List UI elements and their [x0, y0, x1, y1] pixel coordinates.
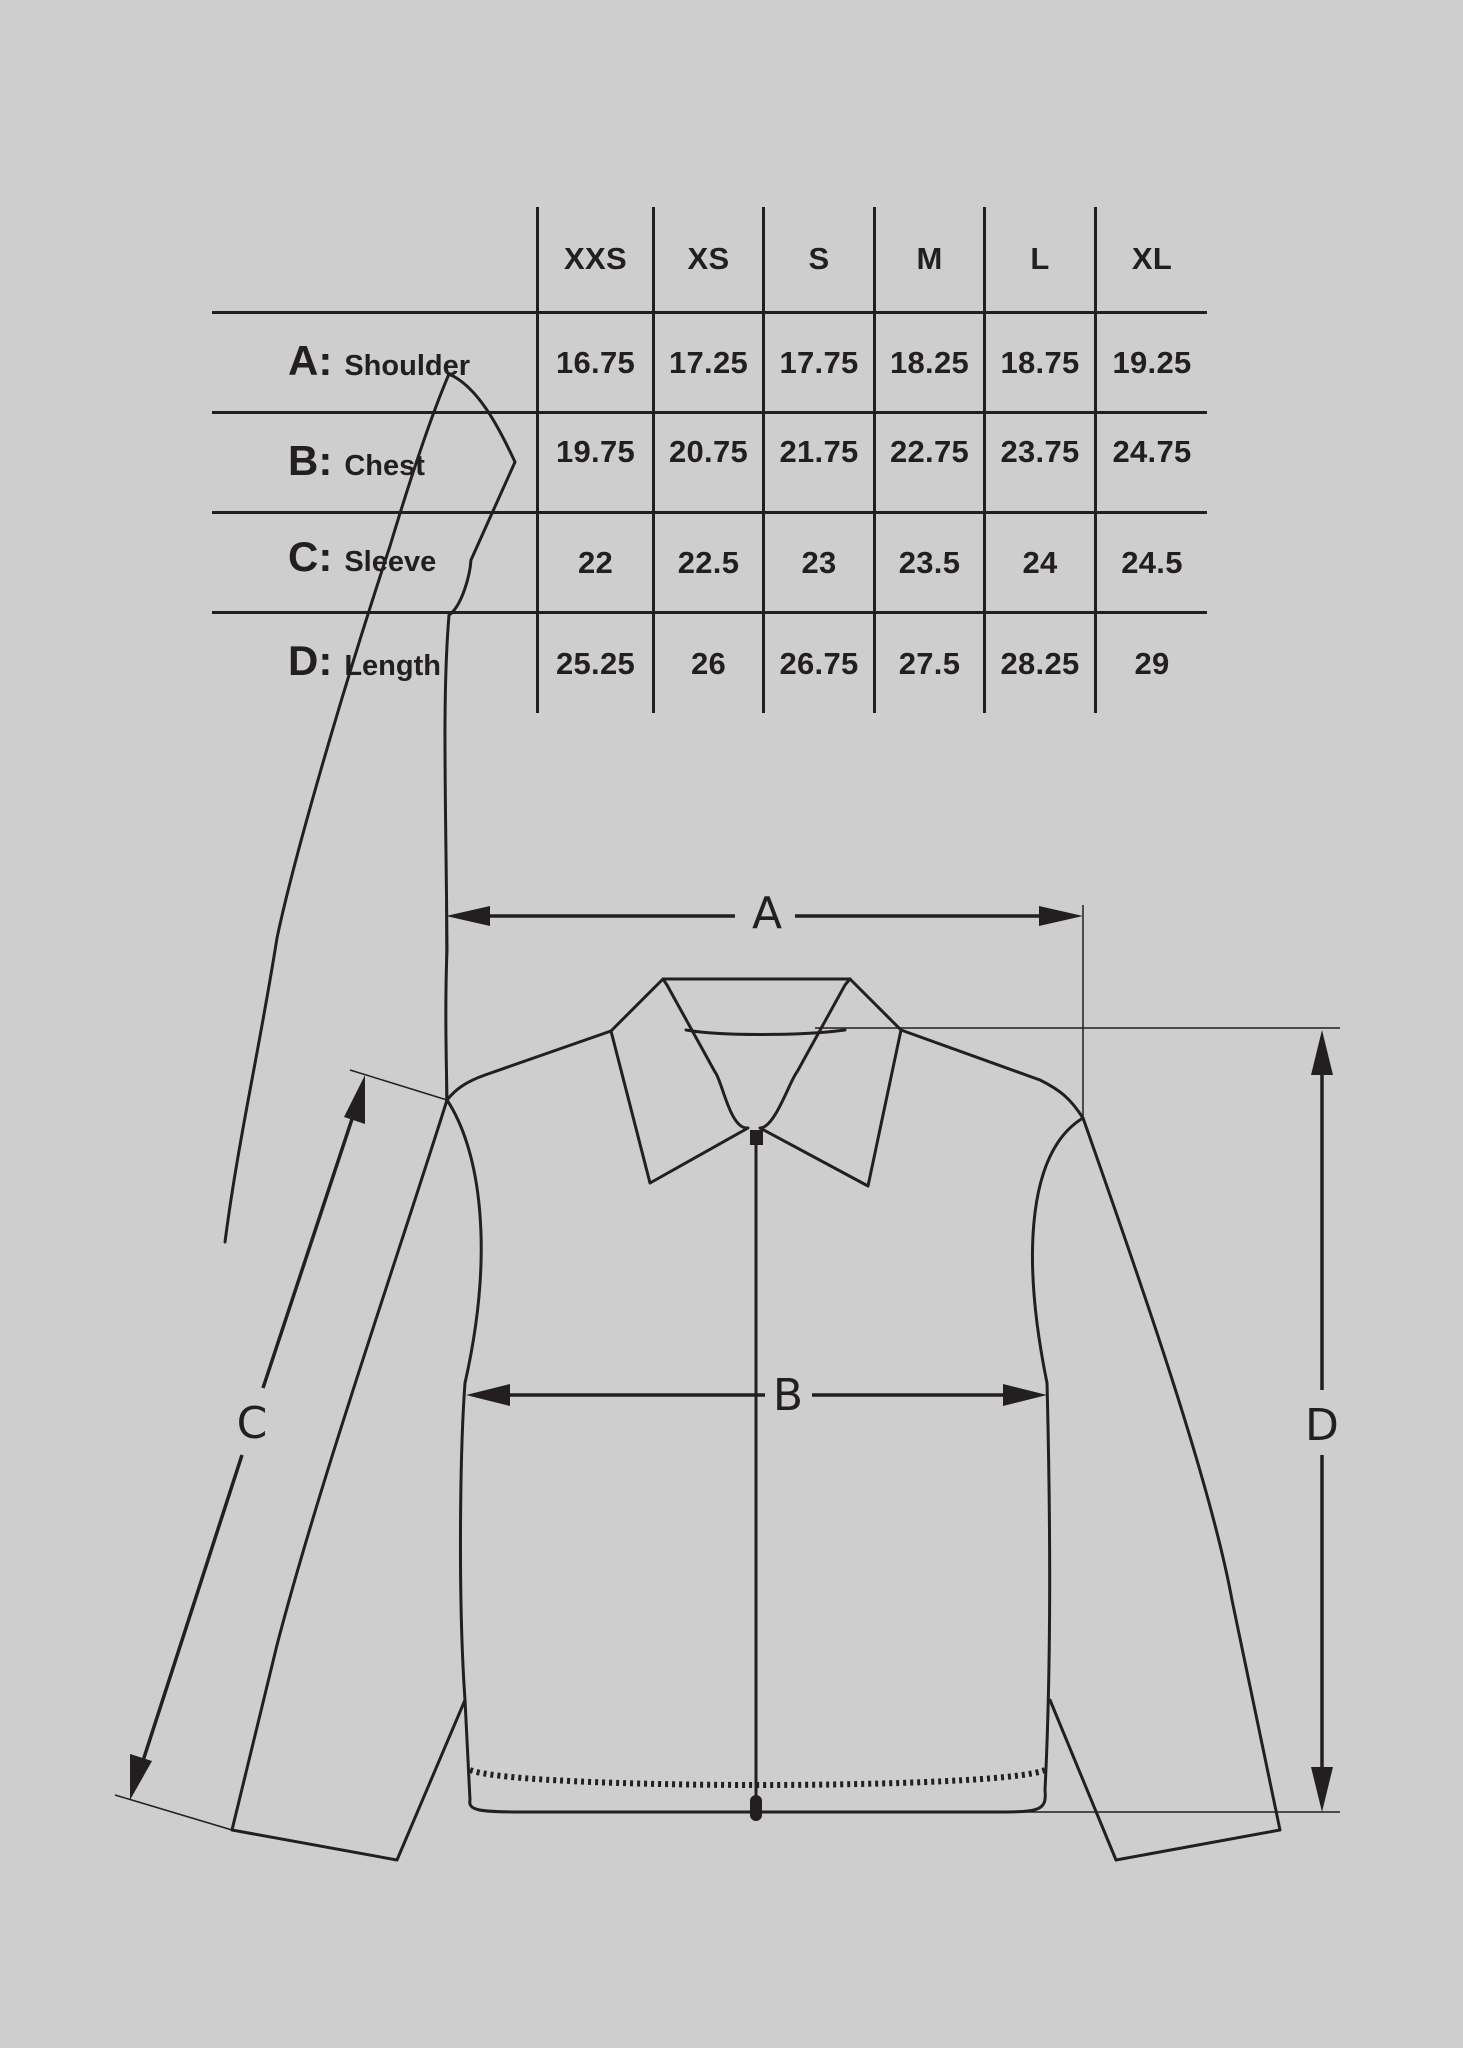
- jacket-torso: [459, 620, 492, 1383]
- table-cell: 17.75: [779, 344, 859, 380]
- size-header-xl: XL: [1131, 241, 1173, 276]
- table-cell: 22: [577, 544, 614, 580]
- row-letter: B:: [288, 437, 333, 484]
- right-armhole: [1033, 1118, 1083, 1383]
- table-cell: 26.75: [779, 645, 859, 681]
- arrow-c-top: [344, 1075, 365, 1124]
- dim-label-a: A: [751, 888, 783, 939]
- left-shoulder: [447, 1031, 611, 1100]
- table-cell: 27.5: [898, 645, 961, 681]
- table-cell: 24: [1022, 544, 1058, 580]
- row-letter: C:: [288, 533, 333, 580]
- table-cell: 28.25: [1000, 645, 1080, 681]
- table-cell: 18.25: [889, 344, 970, 380]
- row-name: Sleeve: [344, 546, 437, 578]
- table-cell: 18.75: [1000, 344, 1080, 380]
- jacket-body-outline: [225, 374, 515, 1242]
- dim-label-c: C: [236, 1398, 268, 1449]
- arrow-b-right: [1003, 1384, 1047, 1406]
- table-cell: 23.5: [898, 544, 961, 580]
- table-cell: 22.5: [677, 544, 740, 580]
- right-sleeve-outline: [1050, 1118, 1280, 1860]
- table-cell: 21.75: [779, 434, 859, 469]
- arrow-d-bottom: [1311, 1767, 1333, 1812]
- collar-right: [760, 979, 901, 1186]
- row-letter: A:: [288, 337, 333, 384]
- table-cell: 23.75: [1000, 434, 1080, 469]
- table-cell: 23: [801, 544, 837, 580]
- zipper-pull: [750, 1130, 763, 1145]
- dim-label-d: D: [1305, 1400, 1339, 1451]
- table-cell: 16.75: [555, 344, 636, 380]
- row-name: Length: [344, 650, 441, 682]
- row-letter: D:: [288, 637, 333, 684]
- arrow-b-left: [466, 1384, 510, 1406]
- size-header-xxs: XXS: [564, 241, 627, 276]
- arrow-d-top: [1311, 1030, 1333, 1075]
- table-cell: 19.75: [555, 434, 636, 469]
- torso-left-side: [460, 1383, 470, 1800]
- zipper-end: [750, 1795, 762, 1821]
- arrow-a-left: [446, 906, 490, 926]
- row-name: Shoulder: [344, 350, 470, 382]
- table-cell: 26: [690, 645, 727, 681]
- right-shoulder: [901, 1030, 1083, 1118]
- row-name: Chest: [344, 450, 425, 482]
- arrow-a-right: [1039, 906, 1083, 926]
- table-cell: 19.25: [1112, 344, 1192, 380]
- table-cell: 25.25: [555, 645, 636, 681]
- dim-label-b: B: [772, 1370, 804, 1421]
- collar-left: [611, 979, 748, 1183]
- left-armhole: [447, 1100, 481, 1383]
- size-header-s: S: [808, 241, 830, 276]
- dim-c-line-top: [263, 1110, 355, 1388]
- arrow-c-bottom: [130, 1754, 152, 1800]
- table-cell: 17.25: [668, 344, 749, 380]
- table-cell: 24.5: [1121, 544, 1183, 580]
- size-header-xs: XS: [687, 241, 730, 276]
- dim-c-ext-bottom: [115, 1795, 232, 1830]
- torso-right-side: [1045, 1383, 1050, 1790]
- size-header-m: M: [916, 241, 943, 276]
- table-cell: 22.75: [889, 434, 970, 469]
- table-cell: 20.75: [668, 434, 749, 469]
- table-cell: 29: [1134, 645, 1170, 681]
- left-sleeve-outline: [232, 1100, 465, 1860]
- dim-c-line-bottom: [140, 1455, 242, 1770]
- table-cell: 24.75: [1112, 434, 1192, 469]
- size-header-l: L: [1030, 241, 1050, 276]
